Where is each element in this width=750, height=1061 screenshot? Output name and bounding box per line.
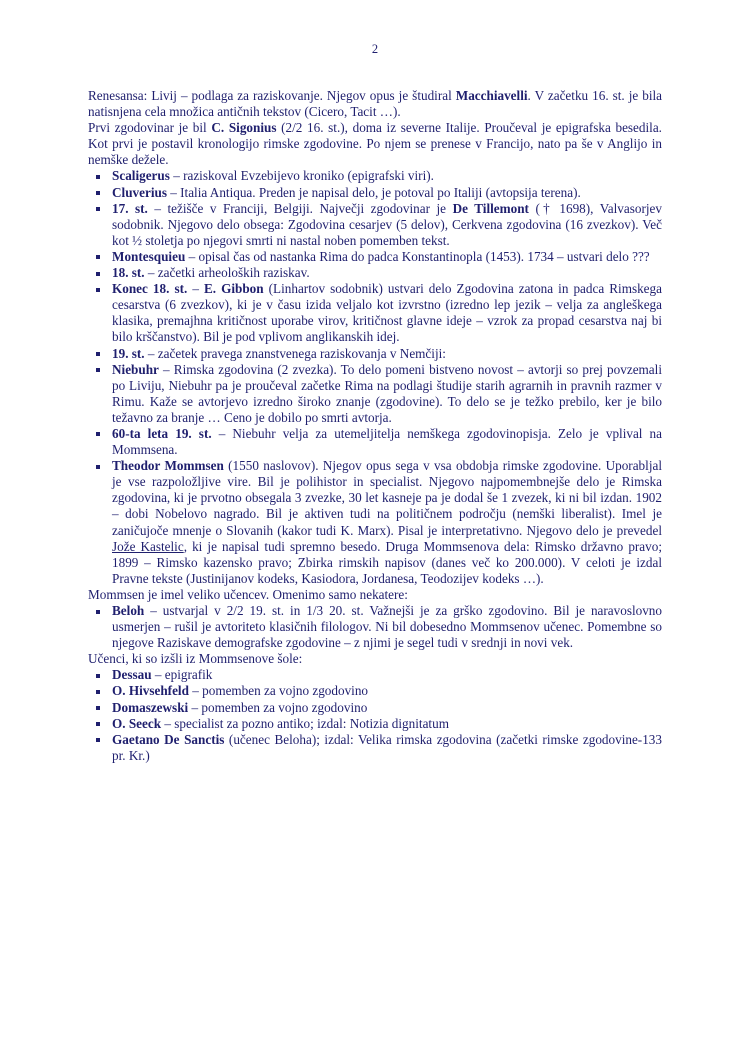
list-item-text: – ustvarjal v 2/2 19. st. in 1/3 20. st. Važnejši je za grško zgodovino. Bil je naravoslovno usmerjen – rušil je avtoriteto klasičnih filologov. Ni bil dobesedno Mommsenov učenec. Pomembne so njegove Raziskave demografske zgodovine – z njimi je segel tudi v srednji in novi vek. [112, 603, 662, 651]
list-item-lead: O. Hivsehfeld [112, 683, 189, 699]
bold-run-de-tillemont: De Tillemont [452, 200, 529, 216]
list-item-text-cont: († 1698), Valvasorjev sodobnik. Njegovo delo obsega: Zgodovina cesarjev (5 delov), Cerkvena zgodovina (16 zvezkov). Več kot ½ stoletja po njegovi smrti ni nastal noben pomemben tekst. [112, 200, 662, 248]
list-item-text: – pomemben za vojno zgodovino [188, 699, 368, 715]
list-item-text: – začetek pravega znanstvenega raziskovanja v Nemčiji: [144, 345, 446, 361]
bold-run-macchiavelli: Macchiavelli [455, 88, 528, 103]
list-item-lead: Theodor Mommsen [112, 458, 224, 474]
list-item-lead: Konec 18. st. [112, 281, 188, 297]
list-item-text: – [187, 281, 204, 297]
list-item-text: – raziskoval Evzebijevo kroniko (epigrafski viri). [169, 168, 434, 184]
list-item-lead: Cluverius [112, 184, 167, 200]
list-item-text: – Italia Antiqua. Preden je napisal delo, je potoval po Italiji (avtopsija terena). [166, 184, 581, 200]
list-item-lead: Domaszewski [112, 699, 189, 715]
list-item-text: (učenec Beloha); izdal: Velika rimska zgodovina (začetki rimske zgodovine-133 pr. Kr.) [112, 731, 662, 763]
list-item-text: (1550 naslovov). Njegov opus sega v vsa obdobja rimske zgodovine. Uporabljal je vse razpoložljive vire. Bil je polihistor in specialist. Njegovo najpomembnejše delo je Rimska zgodovina, ki je prvotno obsegala 3 zvezke, 30 let kasneje pa je dodal še 1 zvezek, ki ni bil izdan. 1902 – dobi Nobelovo nagrado. Bil je aktiven tudi na političnem področju (nemški liberalist). Imel je zaničujoče mnenje o Slovanih (kakor tudi K. Marx). Pisal je interpretativno. Njegovo delo je prevedel [112, 458, 662, 538]
list-item-text: – opisal čas od nastanka Rima do padca Konstantinopla (1453). 1734 – ustvari delo ??? [185, 248, 650, 264]
list-item-lead: 18. st. [112, 265, 145, 281]
list-item-beloh [88, 603, 662, 651]
list-item-text: – Rimska zgodovina (2 zvezka). To delo pomeni bistveno novost – avtorji so prej povzemali po Liviju, Niebuhr pa je proučeval začetke Rima na podlagi študije starih agrarnih in pravnih razmer v Rimu. Kaže se avtorjevo izredno široko znanje (zgodovine). To delo se je težko prebilo, ker je bilo težavno za branje … Ceno je dobilo po smrti avtorja. [112, 361, 662, 425]
list-item-text: – začetki arheoloških raziskav. [144, 265, 310, 281]
list-item-dessau [88, 667, 662, 683]
list-item-lead: Scaligerus [112, 168, 170, 184]
list-item-lead: 17. st. [112, 200, 148, 216]
list-item-text: – epigrafik [151, 667, 213, 683]
paragraph-renesansa [88, 88, 662, 120]
list-item-lead: Dessau [112, 667, 152, 683]
list-item-19-st [88, 346, 662, 362]
list-item-18-st [88, 265, 662, 281]
bold-run-sigonius: C. Sigonius [211, 120, 277, 136]
list-item-text: – težišče v Franciji, Belgiji. Največji zgodovinar je [147, 200, 453, 216]
text-run: . V začetku 16. st. je bila natisnjena cela množica antičnih tekstov (Cicero, Tacit …). [88, 88, 662, 120]
page-number: 2 [371, 42, 379, 56]
list-item-theodor-mommsen [88, 458, 662, 587]
list-item-lead: Niebuhr [112, 361, 159, 377]
list-item-lead: 60-ta leta 19. st. [112, 425, 212, 441]
list-item-17-st [88, 201, 662, 249]
list-item-lead: Gaetano De Sanctis [112, 731, 225, 747]
text-run: Prvi zgodovinar je bil [88, 120, 212, 136]
paragraph-ucencev: Mommsen je imel veliko učencev. Omenimo samo nekatere: [88, 586, 408, 602]
list-item-text-cont: (Linhartov sodobnik) ustvari delo Zgodovina zatona in padca Rimskega cesarstva (6 zvezkov), ki je v času izida veljalo kot izvrstno (izredno lep jezik – velja za angleškega klasika, premajhna kritičnost uporabe virov, kritičnost glavne ideje – vzrok za propad cesarstva naj bi bilo krščanstvo). Bil je pod vplivom anglikanskih idej. [112, 281, 662, 345]
paragraph-sole: Učenci, ki so izšli iz Mommsenove šole: [88, 651, 303, 667]
document-body [88, 88, 662, 764]
text-run: Renesansa: Livij – podlaga za raziskovanje. Njegov opus je študiral [88, 88, 456, 103]
bullet-list-2 [88, 603, 662, 651]
list-item-montesquieu [88, 249, 662, 265]
text-run: (2/2 16. st.), doma iz severne Italije. Proučeval je epigrafska besedila. Kot prvi je postavil kronologijo rimske zgodovine. Po njem se prenese v Francijo, nato pa še v Anglijo in nemške dežele. [88, 120, 662, 168]
list-item-de-sanctis [88, 732, 662, 764]
list-item-niebuhr [88, 362, 662, 426]
list-item-domaszewski [88, 700, 662, 716]
list-item-text: – Niebuhr velja za utemeljitelja nemškega zgodovinopisja. Zelo je vplival na Mommsena. [112, 425, 663, 458]
list-item-lead: Beloh [112, 603, 145, 618]
underlined-run-joze-kastelic: Jože Kastelic [112, 538, 184, 554]
list-item-lead: Montesquieu [112, 248, 186, 264]
list-item-text: – pomemben za vojno zgodovino [188, 683, 369, 699]
bullet-list-3 [88, 667, 662, 764]
list-item-60ta-leta [88, 426, 662, 458]
list-item-scaligerus [88, 168, 662, 184]
bullet-list-1 [88, 168, 662, 586]
list-item-text-cont: , ki je napisal tudi spremno besedo. Druga Mommsenova dela: Rimsko državno pravo; 1899 – Rimsko kazensko pravo; Zbirka rimskih napisov (danes več ko 200.000). V celoti je izdal Pravne tekste (Justinijanov kodeks, Kasiodora, Jordanesa, Teodozijev kodeks …). [112, 538, 663, 586]
list-item-gibbon [88, 281, 662, 345]
list-item-lead: O. Seeck [112, 715, 162, 731]
bold-run-gibbon: E. Gibbon [203, 281, 264, 297]
list-item-lead: 19. st. [112, 345, 145, 361]
list-item-text: – specialist za pozno antiko; izdal: Notizia dignitatum [161, 715, 449, 731]
list-item-hivsehfeld [88, 683, 662, 699]
list-item-cluverius [88, 185, 662, 201]
paragraph-sigonius [88, 120, 662, 168]
list-item-seeck [88, 716, 662, 732]
